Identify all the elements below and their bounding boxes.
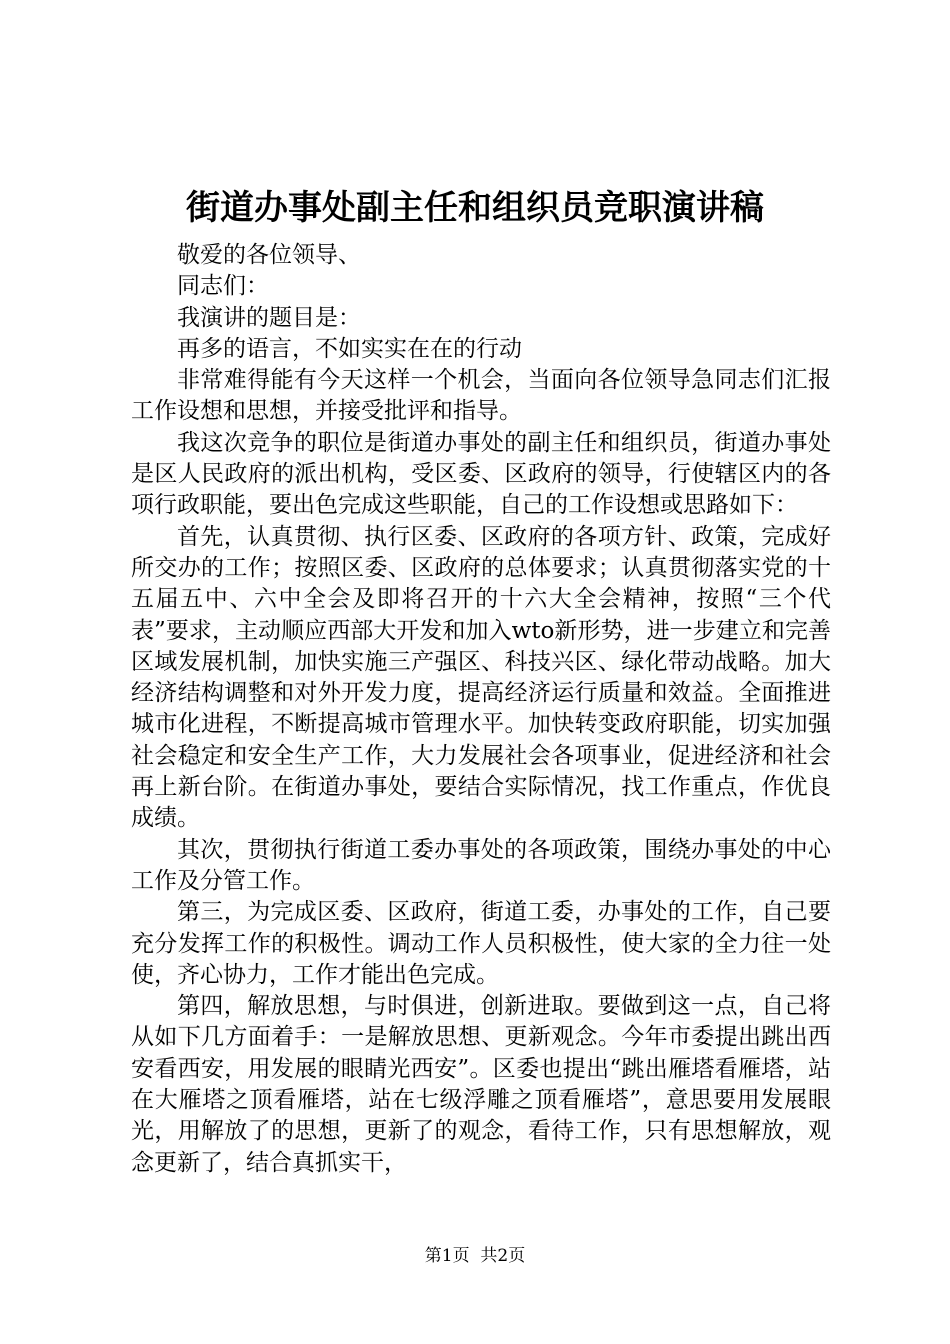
page-number: 第1页	[424, 1246, 470, 1266]
page-footer	[0, 1244, 950, 1268]
paragraph-salutation-1: 敬爱的各位领导、	[177, 242, 361, 268]
paragraph-topic-intro: 我演讲的题目是：	[177, 304, 361, 331]
document-title: 街道办事处副主任和组织员竞职演讲稿	[186, 188, 764, 228]
paragraph-topic: 再多的语言，不如实实在在的行动	[177, 335, 522, 362]
paragraph-salutation-2: 同志们：	[177, 273, 269, 300]
paragraph-fourth: 第四，解放思想，与时俱进，创新进取。要做到这一点，自己将从如下几方面着手：一是解放思想、更新观念。今年市委提出跳出西安看西安，用发展的眼睛光西安”。区委也提出“跳出雁塔看雁塔，站在大雁塔之顶看雁塔，站在七级浮雕之顶看雁塔”，意思要用发展眼光，用解放了的思想，更新了的观念，看待工作，只有思想解放，观念更新了，结合真抓实干，	[131, 993, 831, 1176]
paragraph-first: 首先，认真贯彻、执行区委、区政府的各项方针、政策，完成好所交办的工作；按照区委、区政府的总体要求；认真贯彻落实党的十五届五中、六中全会及即将召开的十六大全会精神，按照“三个代表”要求，主动顺应西部大开发和加入wto新形势，进一步建立和完善区域发展机制，加快实施三产强区、科技兴区、绿化带动战略。加大经济结构调整和对外开发力度，提高经济运行质量和效益。全面推进城市化进程，不断提高城市管理水平。加快转变政府职能，切实加强社会稳定和安全生产工作，大力发展社会各项事业，促进经济和社会再上新台阶。在街道办事处，要结合实际情况，找工作重点，作优良成绩。	[131, 523, 831, 832]
paragraph-opening: 非常难得能有今天这样一个机会，当面向各位领导急同志们汇报工作设想和思想，并接受批评和指导。	[131, 367, 831, 425]
document-body	[131, 240, 831, 1179]
paragraph-position: 我这次竞争的职位是街道办事处的副主任和组织员，街道办事处是区人民政府的派出机构，受区委、区政府的领导，行使辖区内的各项行政职能，要出色完成这些职能，自己的工作设想或思路如下：	[131, 429, 831, 519]
paragraph-third: 第三，为完成区委、区政府，街道工委，办事处的工作，自己要充分发挥工作的积极性。调动工作人员积极性，使大家的全力往一处使，齐心协力，工作才能出色完成。	[131, 899, 831, 988]
page-total: 共2页	[480, 1246, 526, 1266]
paragraph-second: 其次，贯彻执行街道工委办事处的各项政策，围绕办事处的中心工作及分管工作。	[131, 836, 831, 894]
